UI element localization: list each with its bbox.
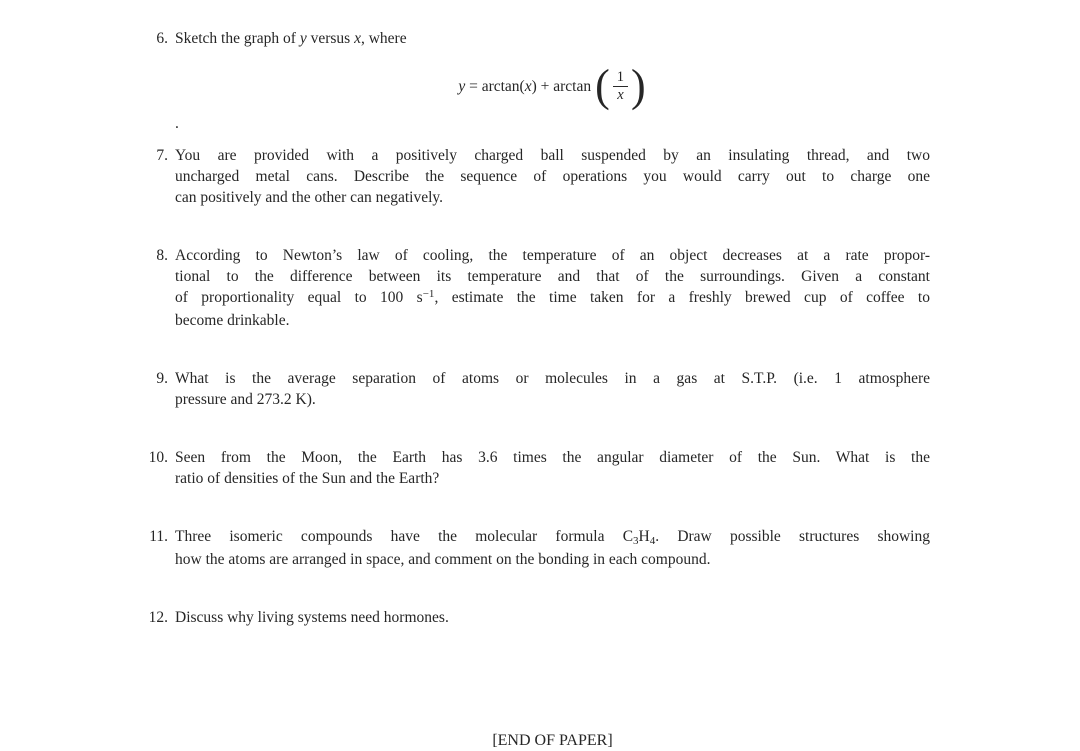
question-12-line-1: Discuss why living systems need hormones.	[175, 609, 449, 626]
question-10-text	[175, 447, 930, 489]
question-11-line-2: how the atoms are arranged in space, and comment on the bonding in each compound.	[175, 551, 711, 568]
question-10-number: 10.	[148, 449, 168, 466]
question-6-text	[175, 28, 930, 49]
fraction-one-over-x	[613, 69, 628, 104]
question-6-text-part: Sketch the graph of	[175, 30, 300, 47]
question-10-line-1: Seen from the Moon, the Earth has 3.6 times the angular diameter of the Sun. What is the	[175, 449, 930, 466]
question-9-number: 9.	[156, 370, 168, 387]
question-8-line-1: According to Newton’s law of cooling, the temperature of an object decreases at a rate propor-	[175, 247, 930, 264]
question-9-line-2: pressure and 273.2 K).	[175, 391, 316, 408]
question-10-line-2: ratio of densities of the Sun and the Earth?	[175, 470, 440, 487]
subscript-3: 3	[633, 535, 639, 547]
question-8-line-3	[175, 287, 930, 310]
question-8-text-part: , estimate the time taken for a freshly brewed cup of coffee to	[434, 289, 930, 306]
question-11-text-part: H	[638, 528, 650, 545]
question-11-line-1	[175, 526, 930, 549]
end-of-paper-label: [END OF PAPER]	[492, 732, 613, 749]
question-9-text	[175, 368, 930, 410]
question-11-text-part: . Draw possible structures showing	[655, 528, 930, 545]
question-11-text	[175, 526, 930, 570]
question-6	[143, 28, 930, 49]
question-11-text-part: Three isomeric compounds have the molecular formula C	[175, 528, 634, 545]
question-12-number: 12.	[148, 609, 168, 626]
question-7-text	[175, 145, 930, 208]
question-12	[143, 607, 930, 628]
question-8-text-part: of proportionality equal to 100 s	[175, 289, 423, 306]
question-11	[143, 526, 930, 570]
question-8-line-2: tional to the difference between its temperature and that of the surroundings. Given a constant	[175, 268, 930, 285]
question-8-number: 8.	[156, 247, 168, 264]
math-var-x: x	[524, 77, 532, 95]
question-7-number: 7.	[156, 147, 168, 164]
equation-operator: = arctan(	[465, 77, 525, 95]
question-7-line-1: You are provided with a positively charged ball suspended by an insulating thread, and two	[175, 147, 930, 164]
question-7-line-2: uncharged metal cans. Describe the sequence of operations you would carry out to charge one	[175, 168, 930, 185]
question-8-text	[175, 245, 930, 331]
question-10	[143, 447, 930, 489]
question-9	[143, 368, 930, 410]
question-7	[143, 145, 930, 208]
question-12-text	[175, 607, 930, 628]
question-11-number: 11.	[149, 528, 168, 545]
equation-operator: ) + arctan	[531, 77, 592, 95]
big-right-paren: )	[631, 60, 646, 111]
math-var-x: x	[354, 30, 361, 47]
question-7-line-3: can positively and the other can negatively.	[175, 189, 443, 206]
fraction-numerator: 1	[616, 68, 625, 85]
question-6-number: 6.	[156, 30, 168, 47]
question-8	[143, 245, 930, 331]
stray-period: .	[175, 115, 179, 132]
equation-arctan	[175, 62, 930, 110]
superscript-minus-1: −1	[422, 288, 435, 300]
equation-lhs: y	[458, 77, 466, 95]
subscript-4: 4	[649, 535, 656, 547]
big-left-paren: (	[595, 60, 610, 111]
question-6-text-part: versus	[306, 30, 355, 47]
question-6-text-part: , where	[360, 30, 407, 47]
fraction-denominator: x	[613, 86, 627, 104]
math-var-y: y	[299, 30, 307, 47]
question-8-line-4: become drinkable.	[175, 312, 290, 329]
question-9-line-1: What is the average separation of atoms or molecules in a gas at S.T.P. (i.e. 1 atmosphere	[175, 370, 930, 387]
